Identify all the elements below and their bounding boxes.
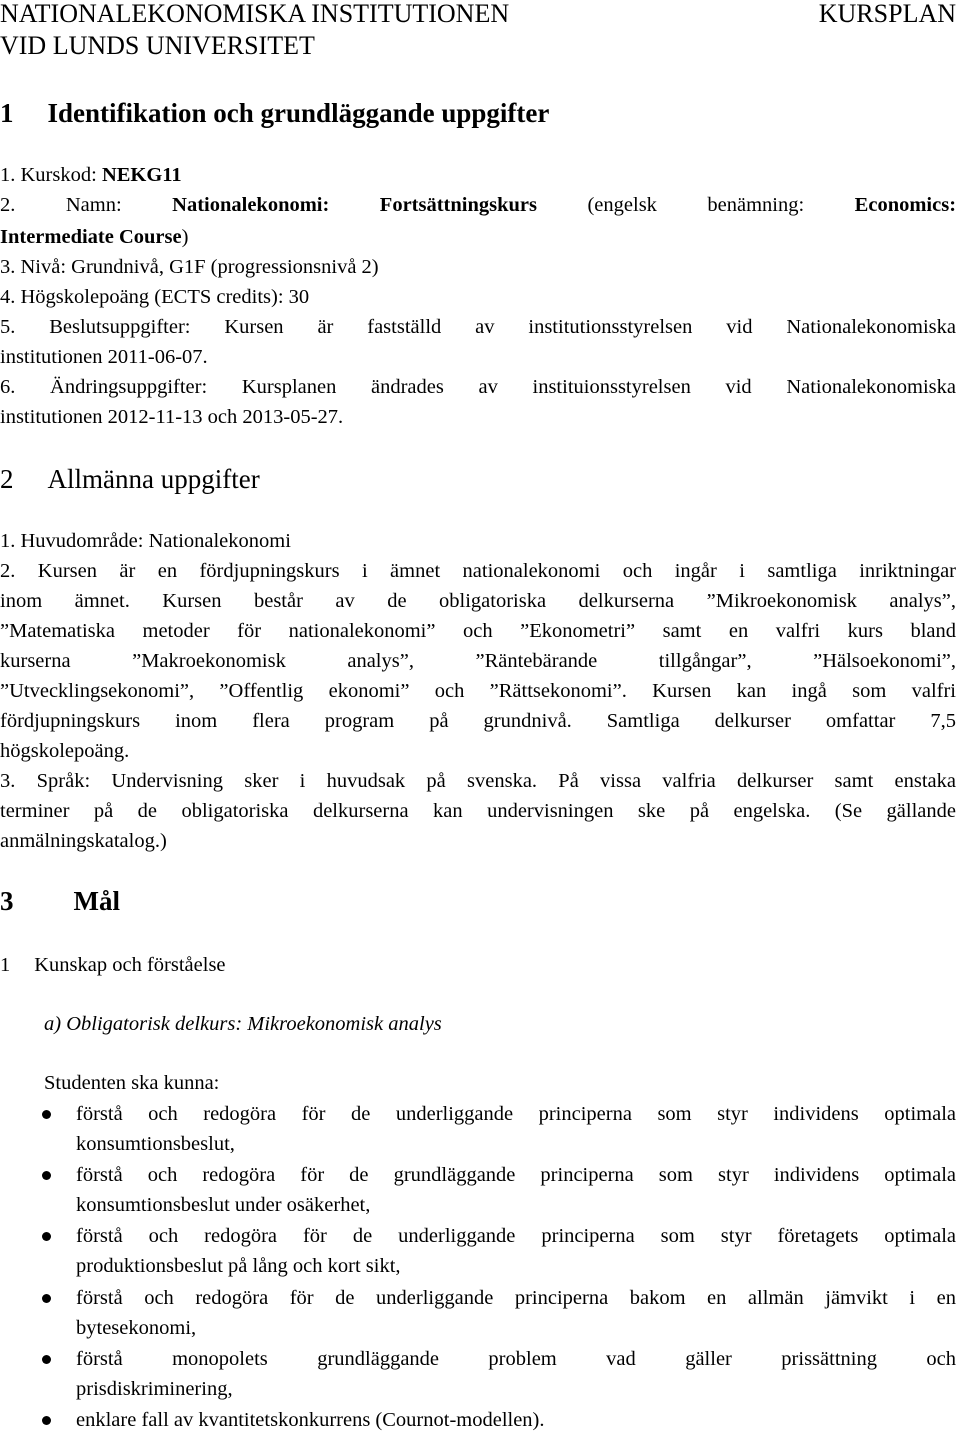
- list-item-line1: förstå och redogöra för de underliggande principerna bakom en allmän jämvikt i en: [76, 1287, 956, 1309]
- course-name-english-part1: Economics:: [854, 194, 957, 216]
- list-item-line1: förstå och redogöra för de underliggande principerna som styr företagets optimala: [76, 1225, 956, 1247]
- subsection-number: 1: [0, 954, 11, 976]
- section-3-heading: [0, 884, 120, 918]
- credits-line: 4. Högskolepoäng (ECTS credits): 30: [0, 286, 310, 308]
- course-name-english-label: (engelsk benämning:: [587, 194, 855, 216]
- section-2-heading: [0, 462, 260, 496]
- course-code-line: [0, 160, 182, 190]
- section-2-line-0: 1. Huvudområde: Nationalekonomi: [0, 530, 291, 552]
- section-3-title: Mål: [73, 886, 120, 916]
- section-2-line-2: inom ämnet. Kursen består av de obligatoriska delkurserna ”Mikroekonomisk analys”,: [0, 590, 956, 612]
- list-item-line2: konsumtionsbeslut,: [76, 1133, 235, 1155]
- course-code-label: 1. Kurskod:: [0, 164, 102, 186]
- bullet-icon: [42, 1416, 51, 1425]
- decision-line1: 5. Beslutsuppgifter: Kursen är fastställd av institutionsstyrelsen vid Nationalekonomiska: [0, 316, 956, 338]
- section-2-number: 2: [0, 464, 14, 494]
- list-item-line1: enklare fall av kvantitetskonkurrens (Cournot-modellen).: [76, 1409, 545, 1431]
- section-2-line-3: ”Matematiska metoder för nationalekonomi” och ”Ekonometri” samt en valfri kurs bland: [0, 620, 956, 642]
- section-2-line-4: kurserna ”Makroekonomisk analys”, ”Räntebärande tillgångar”, ”Hälsoekonomi”,: [0, 650, 956, 672]
- list-item-line2: bytesekonomi,: [76, 1317, 197, 1339]
- section-2-line-10: anmälningskatalog.): [0, 830, 167, 852]
- section-1-title: Identifikation och grundläggande uppgifter: [47, 98, 550, 128]
- section-2-line-8: 3. Språk: Undervisning sker i huvudsak på svenska. På vissa valfria delkurser samt enstaka: [0, 770, 956, 792]
- course-name-value: Nationalekonomi: Fortsättningskurs: [172, 194, 537, 216]
- list-item-line1: förstå monopolets grundläggande problem vad gäller prissättning och: [76, 1348, 956, 1370]
- section-3-number: 3: [0, 886, 14, 916]
- course-name-line: [0, 190, 956, 220]
- section-1-heading: [0, 96, 549, 130]
- list-item-line2: prisdiskriminering,: [76, 1378, 233, 1400]
- change-line2: institutionen 2012-11-13 och 2013-05-27.: [0, 406, 344, 428]
- course-name-english-part2: Intermediate Course: [0, 226, 182, 248]
- level-line: 3. Nivå: Grundnivå, G1F (progressionsnivå 2): [0, 256, 379, 278]
- section-2-line-6: fördjupningskurs inom flera program på grundnivå. Samtliga delkurser omfattar 7,5: [0, 710, 956, 732]
- section-2-line-5: ”Utvecklingsekonomi”, ”Offentlig ekonomi” och ”Rättsekonomi”. Kursen kan ingå som valfri: [0, 680, 956, 702]
- bullet-icon: [42, 1355, 51, 1364]
- course-name-line2: [0, 222, 188, 252]
- students-intro: Studenten ska kunna:: [44, 1072, 220, 1094]
- section-1-number: 1: [0, 98, 14, 128]
- course-part-heading: a) Obligatorisk delkurs: Mikroekonomisk analys: [44, 1013, 442, 1035]
- list-item-line1: förstå och redogöra för de grundläggande principerna som styr individens optimala: [76, 1164, 956, 1186]
- section-2-title: Allmänna uppgifter: [47, 464, 260, 494]
- institution-name-line1: NATIONALEKONOMISKA INSTITUTIONEN: [0, 0, 510, 28]
- section-2-line-9: terminer på de obligatoriska delkurserna kan undervisningen ske på engelska. (Se gällande: [0, 800, 956, 822]
- subsection-title: Kunskap och förståelse: [34, 954, 226, 976]
- list-item-line1: förstå och redogöra för de underliggande principerna som styr individens optimala: [76, 1103, 956, 1125]
- decision-line2: institutionen 2011-06-07.: [0, 346, 208, 368]
- course-code-value: NEKG11: [101, 164, 182, 186]
- change-line1: 6. Ändringsuppgifter: Kursplanen ändrades av instituionsstyrelsen vid Nationalekonomiska: [0, 376, 956, 398]
- document-type-label: KURSPLAN: [818, 0, 956, 28]
- section-2-line-1: 2. Kursen är en fördjupningskurs i ämnet nationalekonomi och ingår i samtliga inriktningar: [0, 560, 956, 582]
- section-2-line-7: högskolepoäng.: [0, 740, 130, 762]
- institution-name-line2: VID LUNDS UNIVERSITET: [0, 31, 315, 60]
- list-item-line2: konsumtionsbeslut under osäkerhet,: [76, 1194, 371, 1216]
- bullet-icon: [42, 1232, 51, 1241]
- list-item-line2: produktionsbeslut på lång och kort sikt,: [76, 1255, 401, 1277]
- bullet-icon: [42, 1294, 51, 1303]
- bullet-icon: [42, 1171, 51, 1180]
- bullet-icon: [42, 1110, 51, 1119]
- course-name-prefix: 2. Namn:: [0, 194, 173, 216]
- course-name-close-paren: ): [181, 226, 189, 248]
- subsection-heading: [0, 950, 226, 980]
